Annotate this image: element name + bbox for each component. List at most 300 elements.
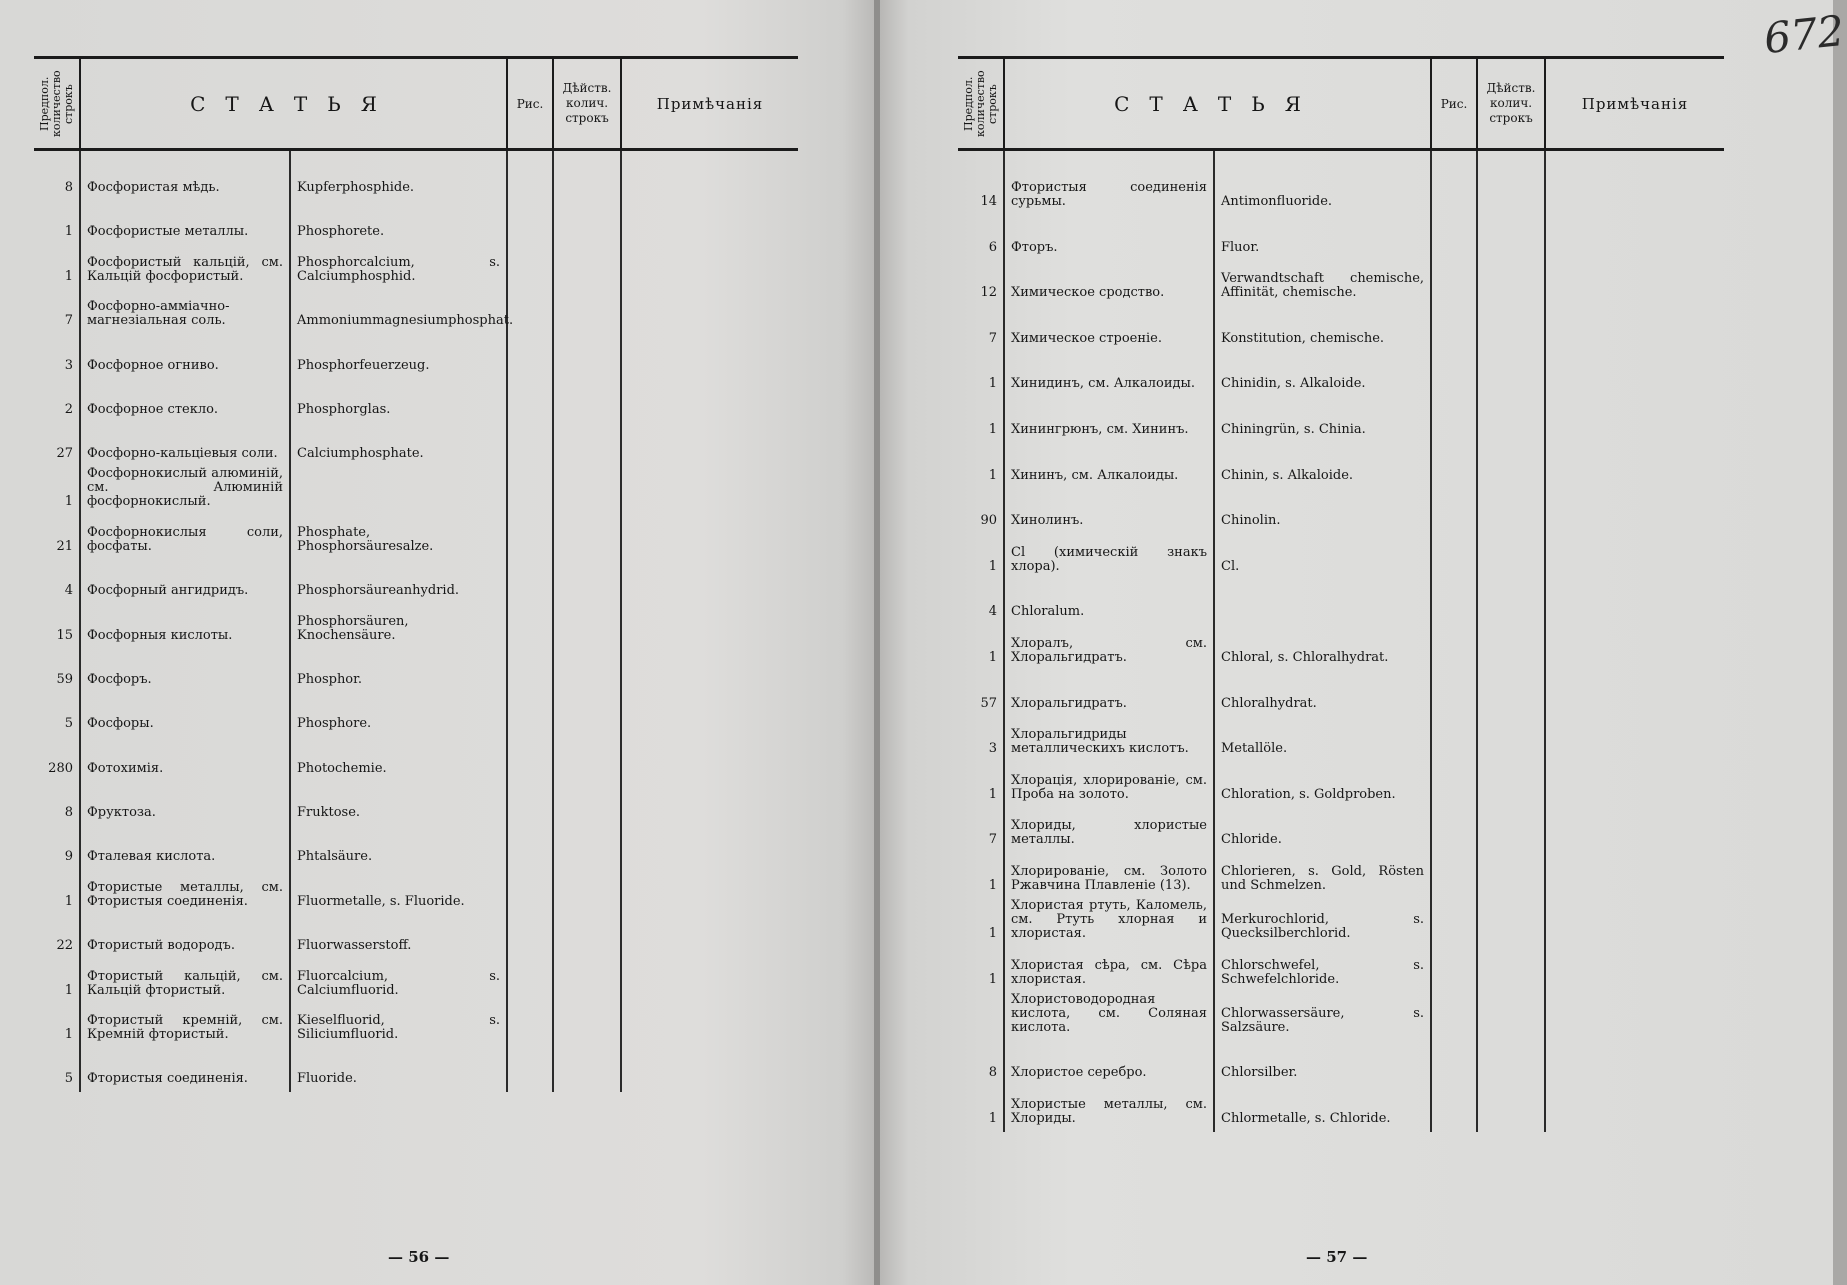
entry-notes — [1545, 306, 1724, 352]
table-row — [958, 853, 1724, 899]
entry-qty: 1 — [988, 376, 997, 392]
entry-russian-term: Фосфорныя кислоты. — [80, 604, 290, 648]
table-row — [958, 625, 1724, 671]
entry-notes — [1545, 215, 1724, 261]
entry-german-term: Fluor. — [1214, 215, 1431, 261]
table-row — [34, 245, 798, 289]
table-row — [958, 215, 1724, 261]
entry-qty: 15 — [56, 627, 73, 643]
entry-german-term: Chinidin, s. Alkaloide. — [1214, 352, 1431, 398]
table-row — [958, 993, 1724, 1041]
table-row — [34, 693, 798, 737]
entry-qty: 1 — [988, 925, 997, 941]
entry-actual-lines — [553, 826, 621, 870]
entry-german-term: Phosphorfeuerzeug. — [290, 334, 507, 378]
entry-actual-lines — [1477, 580, 1545, 626]
entry-qty: 1 — [988, 649, 997, 665]
table-row — [958, 1041, 1724, 1087]
entry-fig — [1431, 534, 1477, 580]
table-row — [34, 201, 798, 245]
entry-german-term: Antimonfluoride. — [1214, 150, 1431, 216]
header-qty: Предпол. количество строкъ — [34, 58, 80, 150]
entry-german-term: Kupferphosphide. — [290, 150, 507, 202]
entry-russian-term: Фотохимiя. — [80, 737, 290, 781]
archive-handwritten-number: 672 — [1761, 5, 1847, 64]
entry-german-term: Chloral, s. Chloralhydrat. — [1214, 625, 1431, 671]
entry-notes — [621, 201, 798, 245]
table-row — [958, 306, 1724, 352]
entry-german-term: Phosphorete. — [290, 201, 507, 245]
entry-fig — [1431, 671, 1477, 717]
entry-notes — [621, 290, 798, 334]
entry-qty: 12 — [980, 285, 997, 301]
entry-qty: 3 — [988, 741, 997, 757]
entry-russian-term: Фосфорное огниво. — [80, 334, 290, 378]
entry-russian-term: Фосфоръ. — [80, 649, 290, 693]
entry-notes — [621, 334, 798, 378]
table-row — [958, 808, 1724, 854]
entry-german-term: Phosphorcalcium, s. Calciumphosphid. — [290, 245, 507, 289]
entry-russian-term: Фосфорнокислый алюминiй, см. Алюминiй фосфорнокислый. — [80, 467, 290, 515]
entry-qty: 1 — [64, 224, 73, 240]
entry-german-term: Chlormetalle, s. Chloride. — [1214, 1086, 1431, 1132]
table-row — [958, 671, 1724, 717]
entry-qty: 7 — [988, 832, 997, 848]
entry-qty: 1 — [988, 786, 997, 802]
entry-german-term: Fluorwasserstoff. — [290, 915, 507, 959]
table-row — [958, 580, 1724, 626]
entry-actual-lines — [1477, 762, 1545, 808]
entry-qty: 57 — [980, 695, 997, 711]
entry-fig — [507, 693, 553, 737]
table-body-left — [34, 150, 798, 1093]
entry-russian-term: Фтористыя соединенiя. — [80, 1048, 290, 1092]
entry-qty: 1 — [988, 877, 997, 893]
entry-actual-lines — [553, 245, 621, 289]
entry-russian-term: Хлорированiе, см. Золото Ржавчина Плавленiе (13). — [1004, 853, 1214, 899]
table-row — [958, 1086, 1724, 1132]
entry-actual-lines — [553, 1048, 621, 1092]
header-actual: Дѣйств. колич. строкъ — [553, 58, 621, 150]
entry-german-term: Chlorsilber. — [1214, 1041, 1431, 1087]
table-row — [34, 467, 798, 515]
entry-german-term: Chloralhydrat. — [1214, 671, 1431, 717]
entry-fig — [1431, 306, 1477, 352]
entry-qty: 1 — [64, 982, 73, 998]
entry-russian-term: Фосфорно-кальцiевыя соли. — [80, 423, 290, 467]
entry-fig — [1431, 853, 1477, 899]
table-row — [34, 515, 798, 559]
entry-russian-term: Фруктоза. — [80, 782, 290, 826]
entry-notes — [621, 737, 798, 781]
entry-german-term: Chlorwassersäure, s. Salzsäure. — [1214, 993, 1431, 1041]
entry-german-term: Cl. — [1214, 534, 1431, 580]
entry-fig — [507, 870, 553, 914]
entry-actual-lines — [1477, 352, 1545, 398]
entry-qty: 7 — [988, 330, 997, 346]
entry-actual-lines — [1477, 150, 1545, 216]
entry-fig — [507, 201, 553, 245]
entry-actual-lines — [553, 604, 621, 648]
entry-fig — [507, 604, 553, 648]
entry-actual-lines — [1477, 397, 1545, 443]
entry-notes — [621, 467, 798, 515]
entry-russian-term: Хинингрюнъ, см. Хининъ. — [1004, 397, 1214, 443]
table-row — [34, 379, 798, 423]
entry-qty: 27 — [56, 446, 73, 462]
entry-qty: 8 — [64, 805, 73, 821]
entry-actual-lines — [553, 649, 621, 693]
table-header — [34, 58, 798, 150]
entry-german-term: Phosphore. — [290, 693, 507, 737]
entry-qty: 5 — [64, 1071, 73, 1087]
table-row — [958, 443, 1724, 489]
entry-fig — [507, 245, 553, 289]
entry-german-term: Fluoride. — [290, 1048, 507, 1092]
table-row — [34, 290, 798, 334]
table-row — [958, 899, 1724, 947]
entry-notes — [621, 649, 798, 693]
entry-german-term: Chloride. — [1214, 808, 1431, 854]
table-row — [34, 915, 798, 959]
entry-notes — [621, 870, 798, 914]
entry-notes — [621, 826, 798, 870]
entry-notes — [1545, 853, 1724, 899]
entry-russian-term: Хлористая ртуть, Каломель, см. Ртуть хлорная и хлористая. — [1004, 899, 1214, 947]
entry-actual-lines — [1477, 993, 1545, 1041]
entry-qty: 1 — [64, 268, 73, 284]
entry-fig — [1431, 397, 1477, 443]
entry-russian-term: Хлористая сѣра, см. Сѣра хлористая. — [1004, 947, 1214, 993]
entry-fig — [507, 560, 553, 604]
entry-fig — [507, 649, 553, 693]
entry-german-term: Phosphorsäuren, Knochensäure. — [290, 604, 507, 648]
entry-russian-term: Хлориды, хлористые металлы. — [1004, 808, 1214, 854]
entry-qty: 1 — [988, 467, 997, 483]
entry-fig — [507, 334, 553, 378]
entry-fig — [1431, 717, 1477, 763]
table-row — [958, 150, 1724, 216]
entry-actual-lines — [553, 737, 621, 781]
entry-fig — [1431, 261, 1477, 307]
table-row — [958, 397, 1724, 443]
entry-fig — [1431, 762, 1477, 808]
entry-german-term — [1214, 580, 1431, 626]
entry-qty: 2 — [64, 401, 73, 417]
entry-german-term: Verwandtschaft chemische, Affinität, chemische. — [1214, 261, 1431, 307]
entry-fig — [1431, 215, 1477, 261]
entry-russian-term: Фтористый кальцiй, см. Кальцiй фтористый. — [80, 959, 290, 1003]
entry-russian-term: Хлористые металлы, см. Хлориды. — [1004, 1086, 1214, 1132]
entry-notes — [621, 782, 798, 826]
entry-notes — [621, 150, 798, 202]
entry-russian-term: Chloralum. — [1004, 580, 1214, 626]
entry-german-term: Phosphor. — [290, 649, 507, 693]
entry-russian-term: Фтористый кремнiй, см. Кремнiй фтористый. — [80, 1004, 290, 1048]
entry-russian-term: Хинолинъ. — [1004, 489, 1214, 535]
entry-notes — [621, 693, 798, 737]
table-row — [34, 1004, 798, 1048]
page-number-right: — 57 — — [1306, 1248, 1368, 1266]
entry-fig — [507, 959, 553, 1003]
entry-notes — [1545, 580, 1724, 626]
entry-german-term: Chlorieren, s. Gold, Rösten und Schmelzen. — [1214, 853, 1431, 899]
entry-actual-lines — [1477, 625, 1545, 671]
entry-actual-lines — [553, 959, 621, 1003]
table-row — [34, 1048, 798, 1092]
table-row — [34, 959, 798, 1003]
entry-fig — [507, 1048, 553, 1092]
entry-fig — [507, 379, 553, 423]
table-row — [34, 423, 798, 467]
entry-notes — [1545, 899, 1724, 947]
table-row — [958, 261, 1724, 307]
entry-notes — [1545, 1086, 1724, 1132]
table-row — [958, 762, 1724, 808]
entry-russian-term: Фторъ. — [1004, 215, 1214, 261]
article-table-right — [958, 56, 1724, 1132]
entry-russian-term: Фосфористые металлы. — [80, 201, 290, 245]
entry-actual-lines — [553, 870, 621, 914]
entry-german-term: Phtalsäure. — [290, 826, 507, 870]
entry-notes — [621, 1004, 798, 1048]
entry-german-term: Calciumphosphate. — [290, 423, 507, 467]
entry-russian-term: Химическое строенiе. — [1004, 306, 1214, 352]
entry-qty: 8 — [988, 1065, 997, 1081]
entry-fig — [1431, 1086, 1477, 1132]
header-notes: Примѣчанія — [621, 58, 798, 150]
table-row — [34, 782, 798, 826]
entry-fig — [507, 290, 553, 334]
entry-fig — [507, 515, 553, 559]
entry-notes — [621, 604, 798, 648]
entry-notes — [1545, 947, 1724, 993]
entry-qty: 1 — [988, 558, 997, 574]
entry-german-term: Phosphorglas. — [290, 379, 507, 423]
entry-actual-lines — [1477, 261, 1545, 307]
entry-russian-term: Фтористый водородъ. — [80, 915, 290, 959]
header-article: СТАТЬЯ — [80, 58, 507, 150]
entry-russian-term: Хлоралъ, см. Хлоральгидратъ. — [1004, 625, 1214, 671]
entry-notes — [621, 915, 798, 959]
entry-actual-lines — [553, 1004, 621, 1048]
entry-russian-term: Фтористые металлы, см. Фтористыя соединенiя. — [80, 870, 290, 914]
entry-german-term: Ammoniummagnesiumphosphat. — [290, 290, 507, 334]
table-header — [958, 58, 1724, 150]
entry-russian-term: Фосфористый кальцій, см. Кальцій фосфористый. — [80, 245, 290, 289]
header-fig: Рис. — [1431, 58, 1477, 150]
entry-notes — [621, 423, 798, 467]
entry-qty — [958, 993, 1004, 1041]
entry-notes — [1545, 808, 1724, 854]
entry-fig — [1431, 808, 1477, 854]
entry-german-term: Phosphate, Phosphorsäuresalze. — [290, 515, 507, 559]
entry-russian-term: Химическое сродство. — [1004, 261, 1214, 307]
entry-qty: 4 — [64, 583, 73, 599]
entry-actual-lines — [1477, 808, 1545, 854]
entry-notes — [1545, 993, 1724, 1041]
entry-qty: 6 — [988, 239, 997, 255]
entry-fig — [1431, 625, 1477, 671]
table-row — [958, 352, 1724, 398]
table-row — [34, 560, 798, 604]
entry-fig — [1431, 150, 1477, 216]
entry-notes — [621, 560, 798, 604]
entry-actual-lines — [1477, 671, 1545, 717]
header-article: СТАТЬЯ — [1004, 58, 1431, 150]
entry-german-term — [290, 467, 507, 515]
entry-actual-lines — [553, 782, 621, 826]
entry-russian-term: Хинидинъ, см. Алкалоиды. — [1004, 352, 1214, 398]
entry-actual-lines — [553, 423, 621, 467]
entry-russian-term: Хлоральгидратъ. — [1004, 671, 1214, 717]
entry-russian-term: Фтористыя соединенiя сурьмы. — [1004, 150, 1214, 216]
entry-fig — [1431, 352, 1477, 398]
entry-russian-term: Cl (химическiй знакъ хлора). — [1004, 534, 1214, 580]
entry-actual-lines — [1477, 717, 1545, 763]
table-row — [34, 334, 798, 378]
entry-notes — [621, 379, 798, 423]
entry-notes — [1545, 397, 1724, 443]
entry-actual-lines — [1477, 1041, 1545, 1087]
entry-notes — [1545, 717, 1724, 763]
entry-fig — [507, 1004, 553, 1048]
entry-qty: 22 — [56, 938, 73, 954]
table-row — [34, 826, 798, 870]
entry-fig — [1431, 1041, 1477, 1087]
entry-notes — [1545, 150, 1724, 216]
entry-qty: 4 — [988, 604, 997, 620]
table-row — [34, 870, 798, 914]
entry-qty: 1 — [64, 1027, 73, 1043]
entry-actual-lines — [1477, 947, 1545, 993]
entry-german-term: Fluormetalle, s. Fluoride. — [290, 870, 507, 914]
entry-fig — [507, 826, 553, 870]
table-body-right — [958, 150, 1724, 1132]
entry-fig — [1431, 993, 1477, 1041]
entry-fig — [1431, 443, 1477, 489]
entry-qty: 1 — [64, 494, 73, 510]
entry-russian-term: Хлорацiя, хлорированiе, см. Проба на золото. — [1004, 762, 1214, 808]
entry-german-term: Photochemie. — [290, 737, 507, 781]
entry-german-term: Chinin, s. Alkaloide. — [1214, 443, 1431, 489]
table-row — [34, 649, 798, 693]
left-page — [0, 0, 878, 1285]
entry-actual-lines — [553, 515, 621, 559]
entry-fig — [1431, 580, 1477, 626]
entry-qty: 1 — [988, 421, 997, 437]
entry-fig — [1431, 489, 1477, 535]
entry-notes — [1545, 489, 1724, 535]
entry-actual-lines — [553, 334, 621, 378]
entry-notes — [1545, 352, 1724, 398]
header-actual: Дѣйств. колич. строкъ — [1477, 58, 1545, 150]
entry-german-term: Merkurochlorid, s. Quecksilberchlorid. — [1214, 899, 1431, 947]
header-fig: Рис. — [507, 58, 553, 150]
entry-notes — [621, 515, 798, 559]
entry-qty: 14 — [980, 194, 997, 209]
entry-notes — [1545, 671, 1724, 717]
entry-german-term: Fruktose. — [290, 782, 507, 826]
entry-actual-lines — [1477, 534, 1545, 580]
entry-qty: 9 — [64, 849, 73, 865]
article-table-left — [34, 56, 798, 1092]
entry-qty: 8 — [64, 180, 73, 195]
entry-actual-lines — [553, 915, 621, 959]
entry-russian-term: Фосфорный ангидридъ. — [80, 560, 290, 604]
entry-qty: 1 — [988, 971, 997, 987]
entry-notes — [621, 959, 798, 1003]
entry-fig — [507, 737, 553, 781]
entry-german-term: Chiningrün, s. Chinia. — [1214, 397, 1431, 443]
entry-russian-term: Фосфоры. — [80, 693, 290, 737]
entry-russian-term: Фосфористая мѣдь. — [80, 150, 290, 202]
table-row — [958, 534, 1724, 580]
entry-notes — [621, 1048, 798, 1092]
entry-qty: 90 — [980, 513, 997, 529]
entry-notes — [1545, 261, 1724, 307]
entry-actual-lines — [553, 693, 621, 737]
entry-actual-lines — [553, 201, 621, 245]
entry-actual-lines — [553, 290, 621, 334]
entry-russian-term: Хлоральгидриды металлическихъ кислотъ. — [1004, 717, 1214, 763]
entry-qty: 59 — [56, 671, 73, 687]
entry-fig — [507, 467, 553, 515]
entry-fig — [507, 915, 553, 959]
entry-qty: 5 — [64, 716, 73, 732]
entry-fig — [507, 150, 553, 202]
entry-notes — [1545, 762, 1724, 808]
table-row — [34, 737, 798, 781]
entry-actual-lines — [553, 150, 621, 202]
entry-russian-term: Хининъ, см. Алкалоиды. — [1004, 443, 1214, 489]
header-qty: Предпол. количество строкъ — [958, 58, 1004, 150]
entry-qty: 1 — [988, 1110, 997, 1126]
entry-qty: 21 — [56, 538, 73, 554]
entry-actual-lines — [553, 467, 621, 515]
entry-german-term: Kieselfluorid, s. Siliciumfluorid. — [290, 1004, 507, 1048]
entry-german-term: Chinolin. — [1214, 489, 1431, 535]
entry-fig — [1431, 947, 1477, 993]
entry-fig — [1431, 899, 1477, 947]
entry-fig — [507, 423, 553, 467]
entry-qty: 3 — [64, 357, 73, 373]
entry-notes — [1545, 443, 1724, 489]
entry-notes — [1545, 625, 1724, 671]
header-notes: Примѣчанія — [1545, 58, 1724, 150]
entry-actual-lines — [1477, 899, 1545, 947]
entry-german-term: Chlorschwefel, s. Schwefelchloride. — [1214, 947, 1431, 993]
entry-german-term: Phosphorsäureanhydrid. — [290, 560, 507, 604]
table-row — [34, 150, 798, 202]
entry-german-term: Konstitution, chemische. — [1214, 306, 1431, 352]
entry-actual-lines — [1477, 489, 1545, 535]
table-row — [958, 947, 1724, 993]
entry-actual-lines — [1477, 215, 1545, 261]
entry-russian-term: Фосфорное стекло. — [80, 379, 290, 423]
entry-russian-term: Фосфорно-аммiачно-магнезiальная соль. — [80, 290, 290, 334]
entry-russian-term: Хлористоводородная кислота, см. Соляная кислота. — [1004, 993, 1214, 1041]
entry-actual-lines — [553, 379, 621, 423]
entry-qty: 7 — [64, 313, 73, 329]
table-row — [958, 717, 1724, 763]
page-number-left: — 56 — — [388, 1248, 450, 1266]
entry-russian-term: Фталевая кислота. — [80, 826, 290, 870]
entry-notes — [621, 245, 798, 289]
entry-notes — [1545, 1041, 1724, 1087]
table-row — [958, 489, 1724, 535]
entry-notes — [1545, 534, 1724, 580]
